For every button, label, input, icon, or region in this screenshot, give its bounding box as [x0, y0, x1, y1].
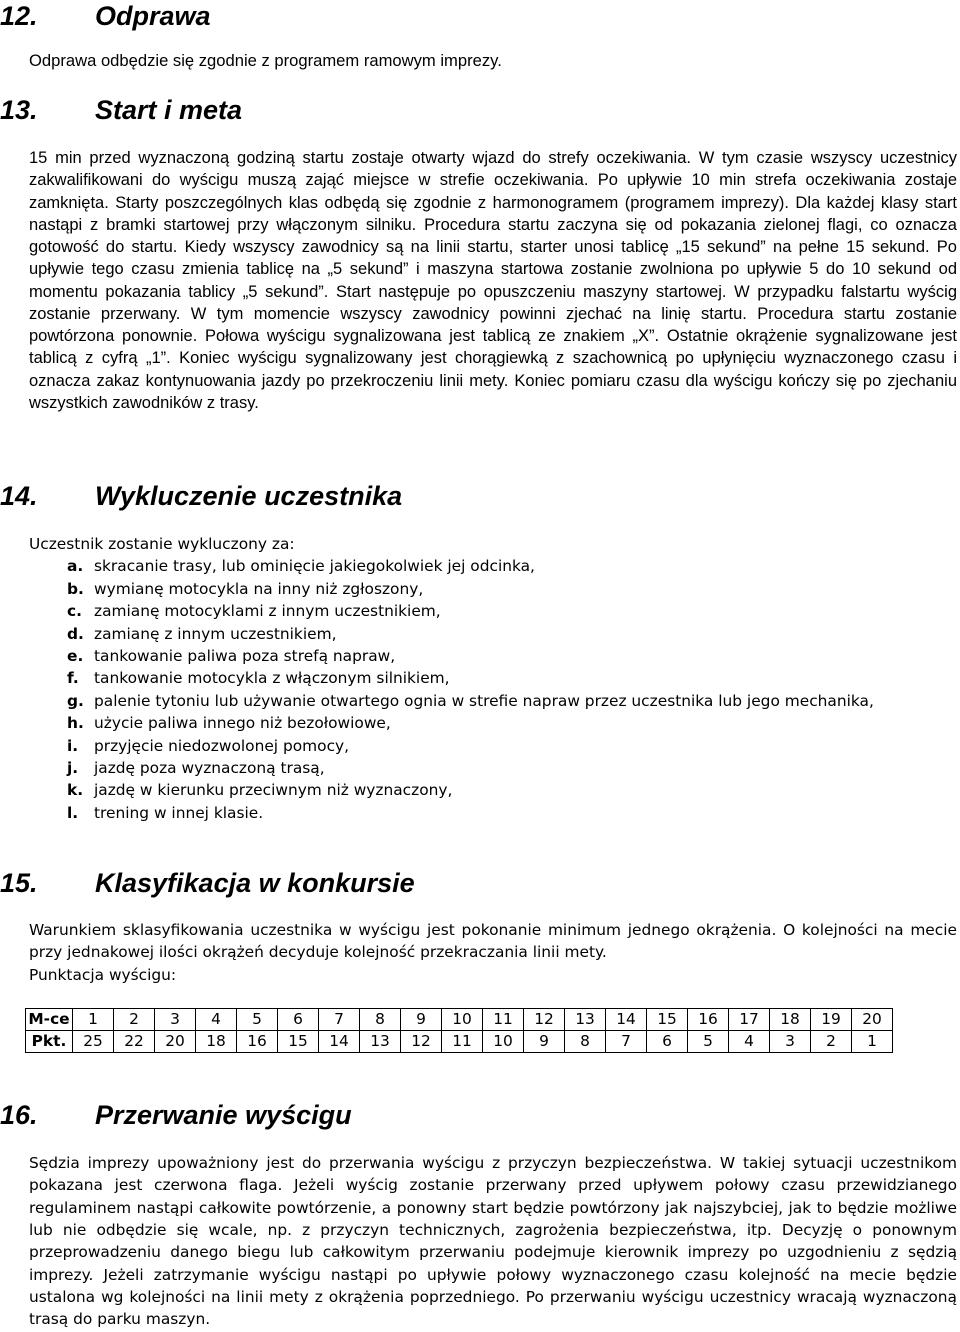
- place-cell: 1: [73, 1009, 114, 1031]
- list-letter: b.: [67, 579, 84, 598]
- points-cell: 1: [852, 1031, 893, 1053]
- list-item: [29, 802, 957, 824]
- points-cell: 16: [237, 1031, 278, 1053]
- list-text: tankowanie motocykla z włączonym silnikiem,: [94, 669, 450, 688]
- points-cell: 7: [606, 1031, 647, 1053]
- list-letter: h.: [67, 714, 84, 733]
- section-heading-13: [0, 94, 242, 126]
- place-cell: 11: [483, 1009, 524, 1031]
- list-item: [29, 779, 957, 801]
- list-item: [29, 578, 957, 600]
- list-item: [29, 555, 957, 577]
- points-cell: 12: [401, 1031, 442, 1053]
- place-cell: 9: [401, 1009, 442, 1031]
- place-cell: 18: [770, 1009, 811, 1031]
- section-heading-16: [0, 1099, 352, 1131]
- table-label: Punktacja wyścigu:: [29, 966, 177, 984]
- list-letter: e.: [67, 646, 84, 665]
- place-cell: 20: [852, 1009, 893, 1031]
- section-title: Odprawa: [95, 1, 211, 31]
- points-row: [26, 1031, 893, 1053]
- points-cell: 25: [73, 1031, 114, 1053]
- section-heading-12: [0, 0, 211, 32]
- section-number: 13.: [0, 95, 38, 125]
- list-text: wymianę motocykla na inny niż zgłoszony,: [94, 579, 424, 598]
- list-item: [29, 690, 957, 712]
- list-text: tankowanie paliwa poza strefą napraw,: [94, 646, 396, 665]
- points-cell: 18: [196, 1031, 237, 1053]
- section-title: Przerwanie wyścigu: [95, 1100, 352, 1130]
- list-text: przyjęcie niedozwolonej pomocy,: [94, 736, 350, 755]
- section-paragraph-13: 15 min przed wyznaczoną godziną startu zostaje otwarty wjazd do strefy oczekiwania. W tym czasie wszyscy uczestnicy zakwalifikowani do wyścigu muszą zająć miejsce w strefie oczekiwania. Po upływie 10 min strefa oczekiwania zostaje zamknięta. Starty poszczególnych klas odbędą się zgodnie z harmonogramem (programem imprezy). Dla każdej klasy start nastąpi z bramki startowej przy włączonym silniku. Procedura startu zaczyna się od pokazania zielonej flagi, co oznacza gotowość do startu. Kiedy wszyscy zawodnicy są na linii startu, starter unosi tablicę „15 sekund” na pełne 15 sekund. Po upływie tego czasu zmienia tablicę na „5 sekund” i maszyna startowa zostanie zwolniona po upływie 5 do 10 sekund od momentu pokazania tablicy „5 sekund”. Start następuje po opuszczeniu maszyny startowej. W przypadku falstartu wyścig zostanie przerwany. W tym momencie wszyscy zawodnicy powinni zjechać na linię startu. Procedura startu zostanie powtórzona ponownie. Połowa wyścigu sygnalizowana jest tablicą ze znakiem „X”. Ostatnie okrążenie sygnalizowane jest tablicą z cyfrą „1”. Koniec wyścigu sygnalizowany jest chorągiewką z szachownicą po upłynięciu wyznaczonego czasu i oznacza zakaz kontynuowania jazdy po przekroczeniu linii mety. Koniec pomiaru czasu dla wyścigu kończy się po zjechaniu wszystkich zawodników z trasy.: [29, 149, 957, 412]
- place-cell: 13: [565, 1009, 606, 1031]
- list-letter: k.: [67, 781, 84, 800]
- list-letter: a.: [67, 557, 84, 576]
- points-header-cell: Pkt.: [26, 1031, 73, 1053]
- place-cell: 4: [196, 1009, 237, 1031]
- section-paragraph-12: Odprawa odbędzie się zgodnie z programem ramowym imprezy.: [29, 51, 502, 70]
- list-text: skracanie trasy, lub ominięcie jakiegokolwiek jej odcinka,: [94, 557, 535, 576]
- points-cell: 11: [442, 1031, 483, 1053]
- points-cell: 8: [565, 1031, 606, 1053]
- list-item: [29, 600, 957, 622]
- points-cell: 2: [811, 1031, 852, 1053]
- list-text: trening w innej klasie.: [94, 803, 264, 822]
- section-heading-14: [0, 480, 402, 512]
- section-number: 12.: [0, 1, 38, 31]
- list-item: [29, 623, 957, 645]
- place-cell: 19: [811, 1009, 852, 1031]
- list-text: palenie tytoniu lub używanie otwartego ognia w strefie napraw przez uczestnika lub jego mechanika,: [94, 691, 874, 710]
- points-cell: 6: [647, 1031, 688, 1053]
- places-row: [26, 1009, 893, 1031]
- places-header-cell: M-ce: [26, 1009, 73, 1031]
- section-paragraph-15: Warunkiem sklasyfikowania uczestnika w wyścigu jest pokonanie minimum jednego okrążenia. O kolejności na mecie przy jednakowej ilości okrążeń decyduje kolejność przekraczania linii mety.: [29, 921, 957, 962]
- points-cell: 13: [360, 1031, 401, 1053]
- place-cell: 3: [155, 1009, 196, 1031]
- place-cell: 8: [360, 1009, 401, 1031]
- section-heading-15: [0, 867, 415, 899]
- section-number: 15.: [0, 868, 38, 898]
- place-cell: 15: [647, 1009, 688, 1031]
- place-cell: 2: [114, 1009, 155, 1031]
- list-text: zamianę z innym uczestnikiem,: [94, 624, 337, 643]
- list-text: jazdę poza wyznaczoną trasą,: [94, 758, 325, 777]
- points-cell: 14: [319, 1031, 360, 1053]
- place-cell: 17: [729, 1009, 770, 1031]
- list-text: jazdę w kierunku przeciwnym niż wyznaczony,: [94, 781, 453, 800]
- list-letter: c.: [67, 602, 82, 621]
- list-item: [29, 645, 957, 667]
- place-cell: 14: [606, 1009, 647, 1031]
- list-letter: j.: [67, 758, 79, 777]
- place-cell: 7: [319, 1009, 360, 1031]
- list-intro: Uczestnik zostanie wykluczony za:: [29, 535, 295, 553]
- list-letter: f.: [67, 669, 79, 688]
- points-cell: 22: [114, 1031, 155, 1053]
- section-title: Klasyfikacja w konkursie: [95, 868, 415, 898]
- list-item: [29, 667, 957, 689]
- list-letter: g.: [67, 691, 84, 710]
- section-paragraph-16: Sędzia imprezy upoważniony jest do przerwania wyścigu z przyczyn bezpieczeństwa. W takiej sytuacji uczestnikom pokazana jest czerwona flaga. Jeżeli wyścig zostanie przerwany przed upływem połowy czasu przewidzianego regulaminem nastąpi całkowite powtórzenie, a ponowny start będzie powtórzony jak najszybciej, jak to będzie możliwe lub nie odbędzie się wcale, np. z przyczyn technicznych, zagrożenia bezpieczeństwa, itp. Decyzję o ponownym przeprowadzeniu danego biegu lub całkowitym przerwaniu podejmuje kierownik imprezy po uzgodnieniu z sędzią imprezy. Jeżeli zatrzymanie wyścigu nastąpi po upływie połowy wyznaczonego czasu kolejność na mecie będzie ustalona wg kolejności na linii mety z okrążenia poprzedniego. Po przerwaniu wyścigu uczestnicy wracają wyznaczoną trasą do parku maszyn.: [29, 1154, 957, 1329]
- section-title: Wykluczenie uczestnika: [95, 481, 403, 511]
- exclusion-list: [29, 533, 957, 824]
- points-cell: 10: [483, 1031, 524, 1053]
- points-cell: 15: [278, 1031, 319, 1053]
- section-number: 16.: [0, 1100, 38, 1130]
- place-cell: 12: [524, 1009, 565, 1031]
- list-item: [29, 757, 957, 779]
- section-title: Start i meta: [95, 95, 243, 125]
- section-number: 14.: [0, 481, 38, 511]
- points-cell: 3: [770, 1031, 811, 1053]
- list-text: użycie paliwa innego niż bezołowiowe,: [94, 714, 391, 733]
- list-letter: i.: [67, 736, 79, 755]
- points-cell: 5: [688, 1031, 729, 1053]
- place-cell: 6: [278, 1009, 319, 1031]
- list-item: [29, 712, 957, 734]
- points-cell: 4: [729, 1031, 770, 1053]
- points-table: [25, 1008, 893, 1053]
- points-cell: 20: [155, 1031, 196, 1053]
- points-cell: 9: [524, 1031, 565, 1053]
- list-text: zamianę motocyklami z innym uczestnikiem,: [94, 602, 441, 621]
- place-cell: 16: [688, 1009, 729, 1031]
- list-item: [29, 735, 957, 757]
- place-cell: 5: [237, 1009, 278, 1031]
- list-letter: d.: [67, 624, 84, 643]
- place-cell: 10: [442, 1009, 483, 1031]
- list-letter: l.: [67, 803, 79, 822]
